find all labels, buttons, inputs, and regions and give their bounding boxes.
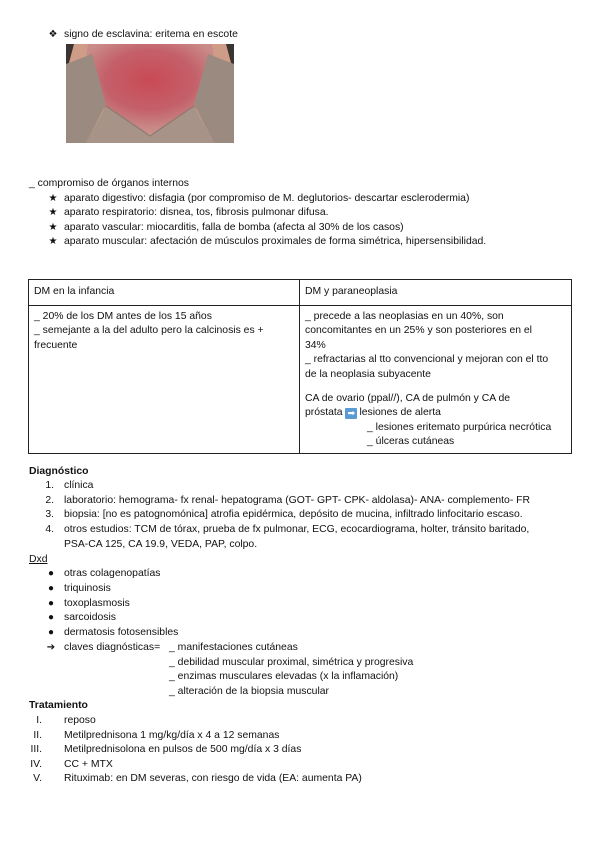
tratamiento-item: CC + MTX — [64, 759, 113, 770]
star-bullet-icon: ★ — [48, 193, 58, 204]
dot-bullet-icon: ● — [47, 568, 55, 579]
organ-item-muscular: aparato muscular: afectación de músculos proximales de forma simétrica, hipersensibilidad. — [64, 236, 487, 247]
tratamiento-item: Metilprednisona 1 mg/kg/día x 4 a 12 semanas — [64, 730, 280, 741]
cell-line: _ 20% de los DM antes de los 15 años — [34, 311, 212, 322]
diagnostico-title: Diagnóstico — [29, 466, 89, 477]
cell-text: lesiones de alerta — [359, 407, 441, 419]
dm-comparison-table — [28, 279, 572, 454]
cell-line: de la neoplasia subyacente — [305, 368, 431, 380]
claves-item: _ manifestaciones cutáneas — [169, 642, 298, 653]
cell-line: _ refractarias al tto convencional y mejoran con el tto — [305, 354, 549, 366]
dxd-item: sarcoidosis — [64, 612, 116, 623]
diagnostico-item-continuation: PSA-CA 125, CA 19.9, VEDA, PAP, colpo. — [64, 539, 258, 550]
cell-line: _ úlceras cutáneas — [367, 436, 455, 448]
organ-item-vascular: aparato vascular: miocarditis, falla de bomba (afecta al 30% de los casos) — [64, 222, 404, 233]
tratamiento-item: Metilprednisolona en pulsos de 500 mg/día x 3 días — [64, 744, 302, 755]
cell-line: _ semejante a la del adulto pero la calcinosis es + — [34, 325, 264, 337]
dot-bullet-icon: ● — [47, 583, 55, 594]
cell-line: concomitantes en un 25% y son posteriores en el — [305, 325, 532, 337]
cell-text: próstata — [305, 407, 343, 419]
claves-label: claves diagnósticas= — [64, 642, 161, 653]
organ-item-respiratory: aparato respiratorio: disnea, tos, fibrosis pulmonar difusa. — [64, 207, 329, 218]
list-number: IV. — [30, 759, 42, 770]
tratamiento-item: reposo — [64, 715, 96, 726]
claves-item: _ debilidad muscular proximal, simétrica y progresiva — [169, 657, 414, 668]
cell-line: 34% — [305, 339, 326, 351]
table-cell-infancia — [29, 306, 300, 454]
table-header-paraneoplasia: DM y paraneoplasia — [300, 280, 572, 306]
diagnostico-item: laboratorio: hemograma- fx renal- hepatograma (GOT- GPT- CPK- aldolasa)- ANA- complemento- FR — [64, 495, 531, 506]
list-number: 3. — [45, 509, 54, 520]
list-number: 4. — [45, 524, 54, 535]
cell-line: _ precede a las neoplasias en un 40%, son — [305, 311, 504, 322]
star-bullet-icon: ★ — [48, 222, 58, 233]
erythema-photo — [66, 44, 234, 143]
right-arrow-icon: ➡ — [345, 408, 357, 419]
cell-line: CA de ovario (ppal//), CA de pulmón y CA de — [305, 393, 511, 405]
list-number: 2. — [45, 495, 54, 506]
table-cell-paraneoplasia — [300, 306, 572, 454]
tratamiento-item: Rituximab: en DM severas, con riesgo de vida (EA: aumenta PA) — [64, 773, 362, 784]
list-number: II. — [33, 730, 42, 741]
list-number: 1. — [45, 480, 54, 491]
dxd-item: triquinosis — [64, 583, 111, 594]
arrow-bullet-icon: ➔ — [46, 642, 56, 653]
diagnostico-item: otros estudios: TCM de tórax, prueba de fx pulmonar, ECG, ecocardiograma, holter, tránsito baritado, — [64, 524, 530, 535]
dxd-item: dermatosis fotosensibles — [64, 627, 179, 638]
dot-bullet-icon: ● — [47, 612, 55, 623]
cell-line: frecuente — [34, 339, 78, 351]
diagnostico-item: biopsia: [no es patognomónica] atrofia epidérmica, depósito de mucina, infiltrado linfocitario escaso. — [64, 509, 523, 520]
diagnostico-item: clínica — [64, 480, 94, 491]
dxd-title: Dxd — [29, 554, 48, 565]
esclavina-sign-text: signo de esclavina: eritema en escote — [64, 29, 238, 40]
dot-bullet-icon: ● — [47, 627, 55, 638]
claves-item: _ enzimas musculares elevadas (x la inflamación) — [169, 671, 399, 682]
organs-heading: _ compromiso de órganos internos — [29, 178, 189, 189]
star-bullet-icon: ★ — [48, 236, 58, 247]
dxd-item: toxoplasmosis — [64, 598, 130, 609]
claves-item: _ alteración de la biopsia muscular — [169, 686, 329, 697]
list-number: I. — [36, 715, 42, 726]
diamond-bullet-icon: ❖ — [48, 29, 58, 40]
list-number: III. — [30, 744, 42, 755]
cell-line — [305, 406, 566, 420]
organ-item-digestive: aparato digestivo: disfagia (por compromiso de M. deglutorios- descartar esclerodermia) — [64, 193, 470, 204]
star-bullet-icon: ★ — [48, 207, 58, 218]
table-header-infancia: DM en la infancia — [29, 280, 300, 306]
dxd-item: otras colagenopatías — [64, 568, 161, 579]
list-number: V. — [33, 773, 42, 784]
tratamiento-title: Tratamiento — [29, 700, 88, 711]
cell-line: _ lesiones eritemato purpúrica necrótica — [367, 421, 552, 433]
dot-bullet-icon: ● — [47, 598, 55, 609]
